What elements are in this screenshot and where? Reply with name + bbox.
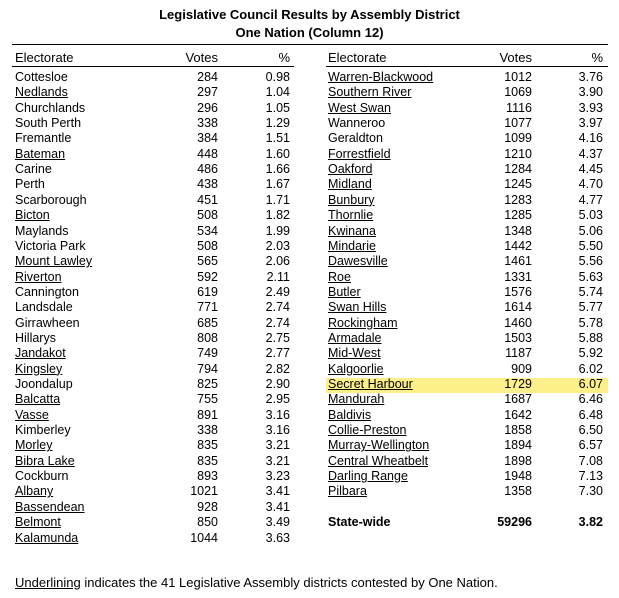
left-votes-value: 384 <box>197 131 218 146</box>
right-votes-value: 1898 <box>504 453 532 468</box>
left-electorate-name: Perth <box>15 177 45 192</box>
right-electorate-name: Kwinana <box>328 223 376 238</box>
right-pct-value: 5.74 <box>578 284 603 299</box>
left-votes-value: 749 <box>197 346 218 361</box>
right-votes-value: 1503 <box>504 330 532 345</box>
right-votes-value: 1642 <box>504 407 532 422</box>
right-votes-value: 1894 <box>504 438 532 453</box>
right-electorate-name: Thornlie <box>328 208 374 223</box>
right-pct-value: 4.37 <box>578 146 603 161</box>
footer-note <box>15 575 498 591</box>
right-votes-value: 1331 <box>504 269 532 284</box>
left-electorate-name: Bateman <box>15 146 66 161</box>
right-votes-value: 1729 <box>504 377 532 391</box>
right-electorate-name: Mindarie <box>328 238 376 253</box>
right-votes-value: 1461 <box>504 254 532 269</box>
left-pct-value: 1.67 <box>265 177 290 192</box>
right-electorate-name: Dawesville <box>328 254 388 269</box>
left-pct-value: 2.49 <box>265 284 290 299</box>
right-electorate-name: Mid-West <box>328 346 381 361</box>
right-pct-value: 5.50 <box>578 238 603 253</box>
right-pct-value: 6.57 <box>578 438 603 453</box>
left-pct-value: 2.74 <box>265 300 290 315</box>
left-votes-value: 451 <box>197 192 218 207</box>
left-pct-value: 2.77 <box>265 346 290 361</box>
right-votes-value: 1012 <box>504 70 532 84</box>
right-pct-value: 5.88 <box>578 330 603 345</box>
right-votes-value: 1283 <box>504 192 532 207</box>
left-electorate-name: Kingsley <box>15 361 63 376</box>
left-pct-value: 3.41 <box>265 499 290 514</box>
left-pct-value: 2.11 <box>266 269 290 284</box>
right-electorate-name: Central Wheatbelt <box>328 453 429 468</box>
left-pct-value: 1.29 <box>265 116 290 131</box>
right-electorate-name: Murray-Wellington <box>328 438 430 453</box>
left-electorate-name: Bassendean <box>15 499 85 514</box>
right-pct-value: 6.48 <box>578 407 603 422</box>
left-header-votes: Votes <box>185 50 218 65</box>
left-electorate-name: Morley <box>15 438 53 453</box>
right-electorate-name: Warren-Blackwood <box>328 70 434 84</box>
left-pct-value: 0.98 <box>265 70 290 84</box>
left-electorate-name: Cannington <box>15 284 79 299</box>
left-votes-value: 508 <box>197 208 218 223</box>
right-pct-value: 5.56 <box>578 254 603 269</box>
right-header-electorate: Electorate <box>328 50 387 65</box>
left-electorate-name: Churchlands <box>15 100 86 115</box>
right-votes-value: 909 <box>511 361 532 376</box>
left-electorate-name: Cockburn <box>15 469 69 484</box>
left-pct-value: 2.03 <box>265 238 290 253</box>
left-pct-value: 3.21 <box>265 438 290 453</box>
left-votes-value: 1044 <box>190 530 218 545</box>
header-rule-right <box>326 66 608 67</box>
right-electorate-name: Bunbury <box>328 192 375 207</box>
left-electorate-name: Kalamunda <box>15 530 79 545</box>
page-title: Legislative Council Results by Assembly District <box>159 7 460 22</box>
right-electorate-name: West Swan <box>328 100 391 115</box>
left-pct-value: 3.63 <box>265 530 290 545</box>
left-votes-value: 835 <box>197 438 218 453</box>
left-pct-value: 3.23 <box>265 469 290 484</box>
left-pct-value: 1.04 <box>265 85 290 100</box>
right-electorate-name: Armadale <box>328 330 382 345</box>
right-votes-value: 1948 <box>504 469 532 484</box>
right-pct-value: 4.70 <box>578 177 603 192</box>
page-subtitle: One Nation (Column 12) <box>235 25 384 40</box>
left-votes-value: 755 <box>197 392 218 407</box>
left-votes-value: 508 <box>197 238 218 253</box>
statewide-pct: 3.82 <box>578 515 603 529</box>
left-electorate-name: Bicton <box>15 208 50 223</box>
left-votes-value: 893 <box>197 469 218 484</box>
left-votes-value: 794 <box>197 361 218 376</box>
left-electorate-name: Mount Lawley <box>15 254 93 269</box>
left-votes-value: 619 <box>197 284 218 299</box>
left-electorate-name: Girrawheen <box>15 315 80 330</box>
left-pct-value: 1.51 <box>265 131 290 146</box>
left-votes-value: 296 <box>197 100 218 115</box>
left-votes-value: 835 <box>197 453 218 468</box>
right-pct-value: 3.93 <box>578 100 603 115</box>
left-electorate-name: Kimberley <box>15 423 71 438</box>
right-votes-value: 1245 <box>504 177 532 192</box>
right-votes-value: 1099 <box>504 131 532 146</box>
right-pct-value: 7.30 <box>578 484 603 499</box>
left-pct-value: 3.21 <box>265 453 290 468</box>
right-electorate-name: Butler <box>328 284 361 299</box>
left-votes-value: 808 <box>197 330 218 345</box>
right-electorate-name: Midland <box>328 177 372 192</box>
left-votes-value: 850 <box>197 515 218 530</box>
left-electorate-name: Fremantle <box>15 131 72 146</box>
left-electorate-name: Maylands <box>15 223 69 238</box>
right-electorate-name: Oakford <box>328 162 373 177</box>
left-pct-value: 2.74 <box>265 315 290 330</box>
left-pct-value: 3.16 <box>265 423 290 438</box>
left-votes-value: 771 <box>197 300 218 315</box>
left-pct-value: 3.41 <box>265 484 290 499</box>
left-pct-value: 1.60 <box>265 146 290 161</box>
left-pct-value: 1.71 <box>265 192 290 207</box>
left-pct-value: 1.99 <box>265 223 290 238</box>
footer-underlined-word: Underlining <box>15 575 81 590</box>
right-pct-value: 5.63 <box>578 269 603 284</box>
left-votes-value: 448 <box>197 146 218 161</box>
right-votes-value: 1284 <box>504 162 532 177</box>
right-votes-value: 1285 <box>504 208 532 223</box>
left-pct-value: 2.82 <box>265 361 290 376</box>
left-electorate-name: Hillarys <box>15 330 56 345</box>
left-header-electorate: Electorate <box>15 50 74 65</box>
left-votes-value: 284 <box>197 70 218 84</box>
right-pct-value: 7.13 <box>578 469 603 484</box>
left-electorate-name: Scarborough <box>15 192 87 207</box>
left-electorate-name: Riverton <box>15 269 62 284</box>
right-electorate-name: Secret Harbour <box>328 377 413 391</box>
left-pct-value: 2.75 <box>265 330 290 345</box>
right-pct-value: 4.16 <box>578 131 603 146</box>
left-pct-value: 1.66 <box>265 162 290 177</box>
left-pct-value: 3.16 <box>265 407 290 422</box>
footer-text: indicates the 41 Legislative Assembly districts contested by One Nation. <box>80 575 498 590</box>
right-votes-value: 1614 <box>504 300 532 315</box>
left-electorate-name: Joondalup <box>15 377 73 391</box>
left-electorate-name: Cottesloe <box>15 70 68 84</box>
right-electorate-name: Swan Hills <box>328 300 387 315</box>
left-votes-value: 338 <box>197 116 218 131</box>
right-votes-value: 1187 <box>505 346 532 361</box>
left-electorate-name: Nedlands <box>15 85 68 100</box>
right-pct-value: 4.45 <box>578 162 603 177</box>
right-electorate-name: Forrestfield <box>328 146 391 161</box>
left-votes-value: 891 <box>197 407 218 422</box>
right-electorate-name: Baldivis <box>328 407 372 422</box>
right-votes-value: 1442 <box>504 238 532 253</box>
right-header-votes: Votes <box>499 50 532 65</box>
right-votes-value: 1576 <box>504 284 532 299</box>
left-electorate-name: Jandakot <box>15 346 66 361</box>
left-votes-value: 486 <box>197 162 218 177</box>
right-electorate-name: Kalgoorlie <box>328 361 384 376</box>
left-electorate-name: Albany <box>15 484 54 499</box>
right-pct-value: 5.78 <box>578 315 603 330</box>
right-pct-value: 6.02 <box>578 361 603 376</box>
right-electorate-name: Darling Range <box>328 469 408 484</box>
left-electorate-name: South Perth <box>15 116 82 131</box>
right-electorate-name: Collie-Preston <box>328 423 407 438</box>
left-votes-value: 565 <box>197 254 218 269</box>
right-electorate-name: Southern River <box>328 85 412 100</box>
right-votes-value: 1116 <box>506 100 532 115</box>
right-pct-value: 3.90 <box>578 85 603 100</box>
right-votes-value: 1069 <box>504 85 532 100</box>
header-rule-left <box>12 66 294 67</box>
right-electorate-name: Pilbara <box>328 484 367 499</box>
left-votes-value: 338 <box>197 423 218 438</box>
right-pct-value: 3.76 <box>578 70 603 84</box>
left-electorate-name: Balcatta <box>15 392 61 407</box>
left-votes-value: 685 <box>197 315 218 330</box>
right-pct-value: 7.08 <box>578 453 603 468</box>
header-rule-top <box>12 44 608 45</box>
left-electorate-name: Vasse <box>15 407 49 422</box>
left-electorate-name: Victoria Park <box>15 238 86 253</box>
right-header-pct: % <box>591 50 603 65</box>
left-electorate-name: Bibra Lake <box>15 453 75 468</box>
right-pct-value: 6.50 <box>578 423 603 438</box>
right-pct-value: 5.77 <box>578 300 603 315</box>
right-electorate-name: Mandurah <box>328 392 385 407</box>
right-votes-value: 1210 <box>504 146 532 161</box>
left-votes-value: 438 <box>197 177 218 192</box>
right-votes-value: 1348 <box>504 223 532 238</box>
left-votes-value: 1021 <box>190 484 218 499</box>
right-pct-value: 4.77 <box>578 192 603 207</box>
left-pct-value: 2.95 <box>265 392 290 407</box>
left-votes-value: 928 <box>197 499 218 514</box>
left-header-pct: % <box>278 50 290 65</box>
right-pct-value: 6.46 <box>578 392 603 407</box>
left-votes-value: 297 <box>197 85 218 100</box>
left-electorate-name: Landsdale <box>15 300 73 315</box>
right-electorate-name: Geraldton <box>328 131 383 146</box>
left-pct-value: 2.90 <box>265 377 290 391</box>
left-pct-value: 1.05 <box>265 100 290 115</box>
right-pct-value: 3.97 <box>578 116 603 131</box>
right-pct-value: 5.06 <box>578 223 603 238</box>
right-votes-value: 1687 <box>504 392 532 407</box>
left-electorate-name: Belmont <box>15 515 61 530</box>
right-votes-value: 1358 <box>504 484 532 499</box>
left-votes-value: 534 <box>197 223 218 238</box>
left-votes-value: 592 <box>197 269 218 284</box>
left-votes-value: 825 <box>197 377 218 391</box>
right-votes-value: 1077 <box>504 116 532 131</box>
right-electorate-name: Wanneroo <box>328 116 386 131</box>
right-electorate-name: Roe <box>328 269 351 284</box>
statewide-votes: 59296 <box>497 515 532 529</box>
left-pct-value: 2.06 <box>265 254 290 269</box>
statewide-label: State-wide <box>328 515 391 529</box>
right-votes-value: 1858 <box>504 423 532 438</box>
right-electorate-name: Rockingham <box>328 315 398 330</box>
right-pct-value: 5.03 <box>578 208 603 223</box>
right-pct-value: 5.92 <box>578 346 603 361</box>
left-pct-value: 3.49 <box>265 515 290 530</box>
right-votes-value: 1460 <box>504 315 532 330</box>
right-pct-value: 6.07 <box>578 377 603 391</box>
left-pct-value: 1.82 <box>265 208 290 223</box>
left-electorate-name: Carine <box>15 162 52 177</box>
